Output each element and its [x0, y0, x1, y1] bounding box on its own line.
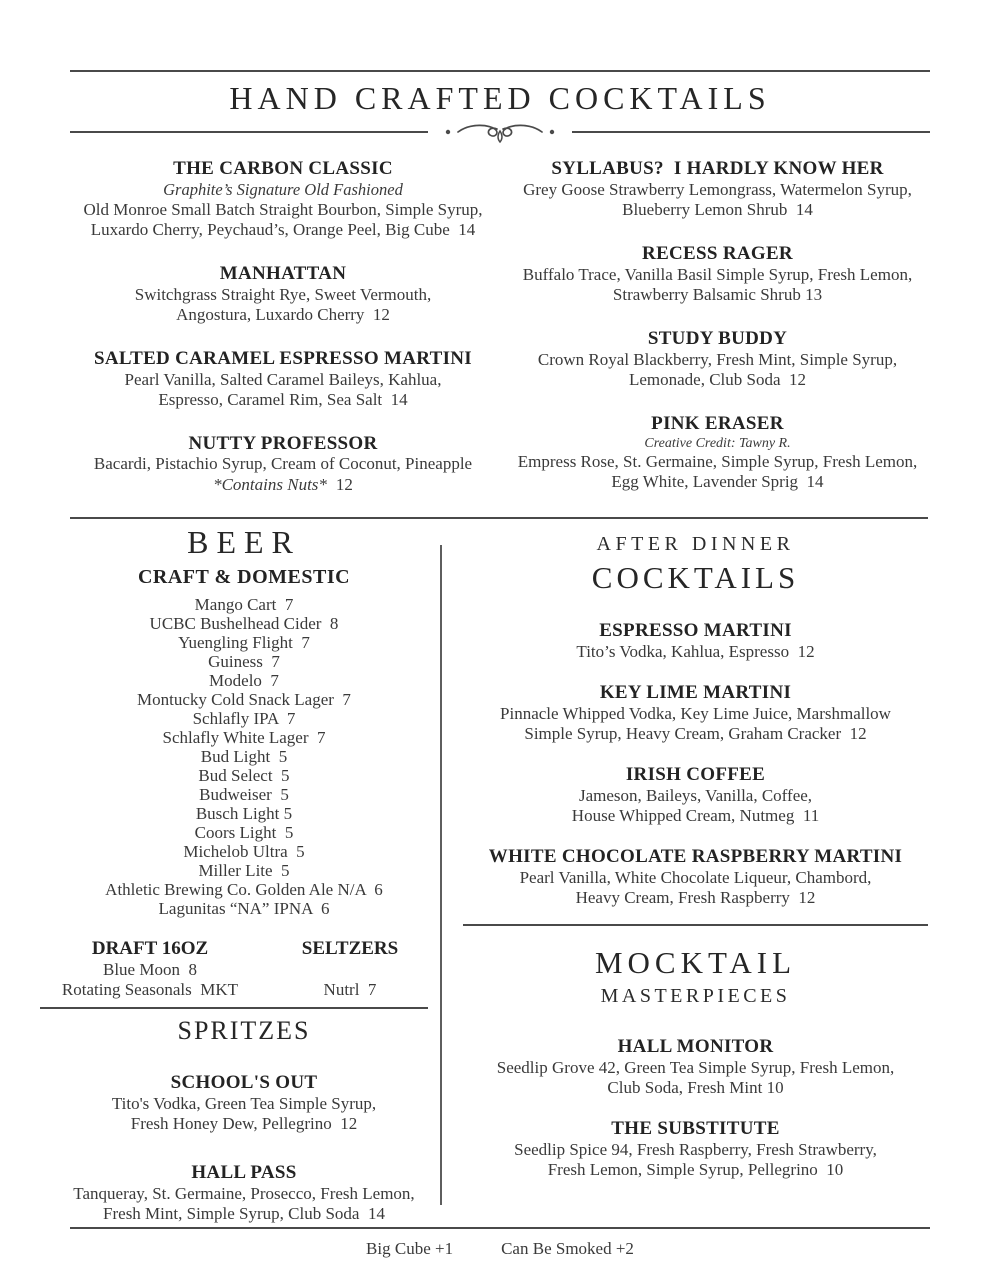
item-name: KEY LIME MARTINI — [599, 681, 792, 703]
item-line: Crown Royal Blackberry, Fresh Mint, Simple Syrup, — [537, 349, 898, 369]
header-bottom-rule — [70, 121, 930, 143]
item-name: IRISH COFFEE — [625, 763, 766, 785]
menu-item-the-substitute — [463, 1118, 928, 1180]
beer-list-item: Bud Light 5 — [200, 746, 288, 766]
mocktail-top-rule — [463, 924, 928, 926]
item-line: Bacardi, Pistachio Syrup, Cream of Coconut, Pineapple — [93, 454, 473, 474]
menu-item-key-lime-martini — [463, 682, 928, 744]
beer-list-item: Bud Select 5 — [198, 765, 290, 785]
item-subtitle: Graphite’s Signature Old Fashioned — [163, 179, 403, 199]
beer-list — [40, 595, 448, 918]
item-line: Seedlip Grove 42, Green Tea Simple Syrup, Fresh Lemon, — [496, 1057, 895, 1077]
item-line: Strawberry Balsamic Shrub 13 — [612, 284, 823, 304]
beer-list-item: Guiness 7 — [208, 651, 280, 671]
beer-list-item: Schlafly IPA 7 — [192, 708, 296, 728]
draft-section — [40, 938, 260, 1001]
mocktail-section — [463, 1036, 928, 1180]
item-name: STUDY BUDDY — [647, 327, 788, 349]
beer-subheading: CRAFT & DOMESTIC — [137, 565, 351, 588]
item-line: Simple Syrup, Heavy Cream, Graham Cracker 12 — [524, 723, 867, 743]
item-line: Fresh Honey Dew, Pellegrino 12 — [130, 1113, 358, 1133]
beer-list-item: Lagunitas “NA” IPNA 6 — [158, 898, 330, 918]
item-name: HALL MONITOR — [617, 1036, 774, 1057]
item-line: Switchgrass Straight Rye, Sweet Vermouth, — [134, 284, 432, 304]
menu-item-white-chocolate-raspberry-martini — [463, 846, 928, 908]
after-dinner-section — [463, 620, 928, 908]
after-dinner-title-line1: AFTER DINNER — [596, 533, 795, 555]
beer-list-item: Budweiser 5 — [199, 784, 289, 804]
item-line: Club Soda, Fresh Mint 10 — [607, 1077, 784, 1097]
menu-item-irish-coffee — [463, 764, 928, 826]
item-line: Espresso, Caramel Rim, Sea Salt 14 — [158, 389, 408, 409]
footer-rule — [70, 1227, 930, 1229]
item-line: Fresh Lemon, Simple Syrup, Pellegrino 10 — [547, 1159, 844, 1179]
item-line: Tito’s Vodka, Kahlua, Espresso 12 — [576, 641, 815, 661]
item-line: Heavy Cream, Fresh Raspberry 12 — [575, 887, 816, 907]
beer-list-item: UCBC Bushelhead Cider 8 — [149, 613, 339, 633]
item-note-line — [80, 475, 486, 495]
item-name: ESPRESSO MARTINI — [599, 620, 792, 641]
item-price: 12 — [335, 474, 353, 494]
draft-item: Rotating Seasonals MKT — [61, 980, 239, 1000]
item-line: Tito's Vodka, Green Tea Simple Syrup, — [111, 1093, 377, 1113]
item-name: RECESS RAGER — [642, 242, 793, 264]
seltzers-item: Nutrl 7 — [323, 979, 377, 999]
menu-item-study-buddy — [505, 328, 930, 390]
item-name: THE CARBON CLASSIC — [173, 158, 393, 179]
item-line: Pearl Vanilla, Salted Caramel Baileys, Kahlua, — [124, 369, 442, 389]
item-line: Angostura, Luxardo Cherry 12 — [176, 304, 390, 324]
menu-item-espresso-martini — [463, 620, 928, 662]
item-line: Pinnacle Whipped Vodka, Key Lime Juice, Marshmallow — [500, 703, 891, 723]
item-credit: Creative Credit: Tawny R. — [644, 435, 791, 451]
seltzers-heading: SELTZERS — [301, 938, 399, 959]
spritzes-heading: SPRITZES — [177, 1016, 311, 1045]
menu-item-nutty-professor — [80, 433, 486, 495]
after-dinner-title-line2: COCKTAILS — [591, 560, 800, 595]
menu-item-schools-out — [40, 1072, 448, 1134]
menu-item-salted-caramel-espresso-martini — [80, 348, 486, 410]
header-top-rule — [70, 70, 930, 72]
mocktail-title-line1: MOCKTAIL — [594, 945, 797, 980]
item-name: SYLLABUS? I HARDLY KNOW HER — [551, 158, 884, 179]
footer-note-big-cube: Big Cube +1 — [366, 1239, 454, 1258]
draft-seltzers-row — [40, 938, 440, 1001]
rule-segment — [572, 131, 930, 133]
menu-item-hall-monitor — [463, 1036, 928, 1098]
menu-item-pink-eraser — [505, 413, 930, 492]
item-line: Blueberry Lemon Shrub 14 — [622, 199, 813, 219]
after-dinner-heading — [463, 532, 928, 596]
item-line: Seedlip Spice 94, Fresh Raspberry, Fresh Strawberry, — [514, 1139, 877, 1159]
item-name: NUTTY PROFESSOR — [188, 432, 378, 454]
menu-item-manhattan — [80, 263, 486, 325]
mocktail-heading — [463, 944, 928, 1008]
rule-segment — [70, 131, 428, 133]
flourish-ornament-icon — [434, 120, 566, 144]
item-line: Empress Rose, St. Germaine, Simple Syrup, Fresh Lemon, — [517, 452, 918, 472]
beer-list-item: Schlafly White Lager 7 — [162, 727, 326, 747]
mocktail-title-line2: MASTERPIECES — [600, 985, 791, 1008]
item-line: Lemonade, Club Soda 12 — [628, 369, 807, 389]
item-line: House Whipped Cream, Nutmeg 11 — [571, 805, 820, 825]
item-name: HALL PASS — [191, 1161, 297, 1183]
item-line: Jameson, Baileys, Vanilla, Coffee, — [578, 785, 813, 805]
beer-section — [40, 524, 448, 918]
item-name: SCHOOL'S OUT — [170, 1072, 318, 1093]
beer-list-item: Athletic Brewing Co. Golden Ale N/A 6 — [105, 879, 383, 899]
beer-list-item: Michelob Ultra 5 — [183, 841, 305, 861]
menu-item-carbon-classic — [80, 158, 486, 240]
beer-heading: BEER — [187, 524, 301, 560]
footer-note-smoked: Can Be Smoked +2 — [501, 1239, 634, 1258]
item-name: PINK ERASER — [651, 412, 784, 434]
spritzes-top-rule — [40, 1007, 428, 1009]
beer-list-item: Busch Light 5 — [195, 803, 293, 823]
item-name: SALTED CARAMEL ESPRESSO MARTINI — [94, 347, 472, 369]
beer-list-item: Mango Cart 7 — [194, 594, 294, 614]
footer-notes — [0, 1239, 1000, 1259]
item-line: Grey Goose Strawberry Lemongrass, Watermelon Syrup, — [523, 179, 912, 199]
item-name: MANHATTAN — [219, 262, 347, 284]
cocktails-right-column — [505, 158, 930, 515]
item-name: WHITE CHOCOLATE RASPBERRY MARTINI — [488, 845, 903, 867]
item-line: Buffalo Trace, Vanilla Basil Simple Syrup, Fresh Lemon, — [522, 264, 913, 284]
item-line: Fresh Mint, Simple Syrup, Club Soda 14 — [103, 1203, 385, 1223]
spritzes-section — [40, 1072, 448, 1252]
item-line: Pearl Vanilla, White Chocolate Liqueur, Chambord, — [519, 867, 872, 887]
menu-item-syllabus — [505, 158, 930, 220]
menu-item-hall-pass — [40, 1162, 448, 1224]
draft-item: Blue Moon 8 — [103, 959, 197, 979]
item-line: Tanqueray, St. Germaine, Prosecco, Fresh Lemon, — [73, 1183, 415, 1203]
seltzers-section — [260, 938, 440, 1001]
allergy-note: *Contains Nuts* — [213, 474, 327, 494]
item-line: Egg White, Lavender Sprig 14 — [611, 472, 824, 492]
cocktails-left-column — [80, 158, 486, 518]
beer-list-item: Yuengling Flight 7 — [178, 632, 310, 652]
beer-list-item: Montucky Cold Snack Lager 7 — [137, 689, 351, 709]
item-name: THE SUBSTITUTE — [611, 1117, 780, 1139]
page-title: HAND CRAFTED COCKTAILS — [229, 80, 771, 116]
beer-list-item: Coors Light 5 — [194, 822, 294, 842]
item-line: Luxardo Cherry, Peychaud’s, Orange Peel, Big Cube 14 — [90, 219, 476, 239]
draft-heading: DRAFT 16OZ — [91, 938, 209, 959]
beer-list-item: Modelo 7 — [209, 670, 279, 690]
beer-list-item: Miller Lite 5 — [198, 860, 290, 880]
section-divider-rule — [70, 517, 928, 519]
item-line: Old Monroe Small Batch Straight Bourbon, Simple Syrup, — [83, 199, 483, 219]
menu-item-recess-rager — [505, 243, 930, 305]
